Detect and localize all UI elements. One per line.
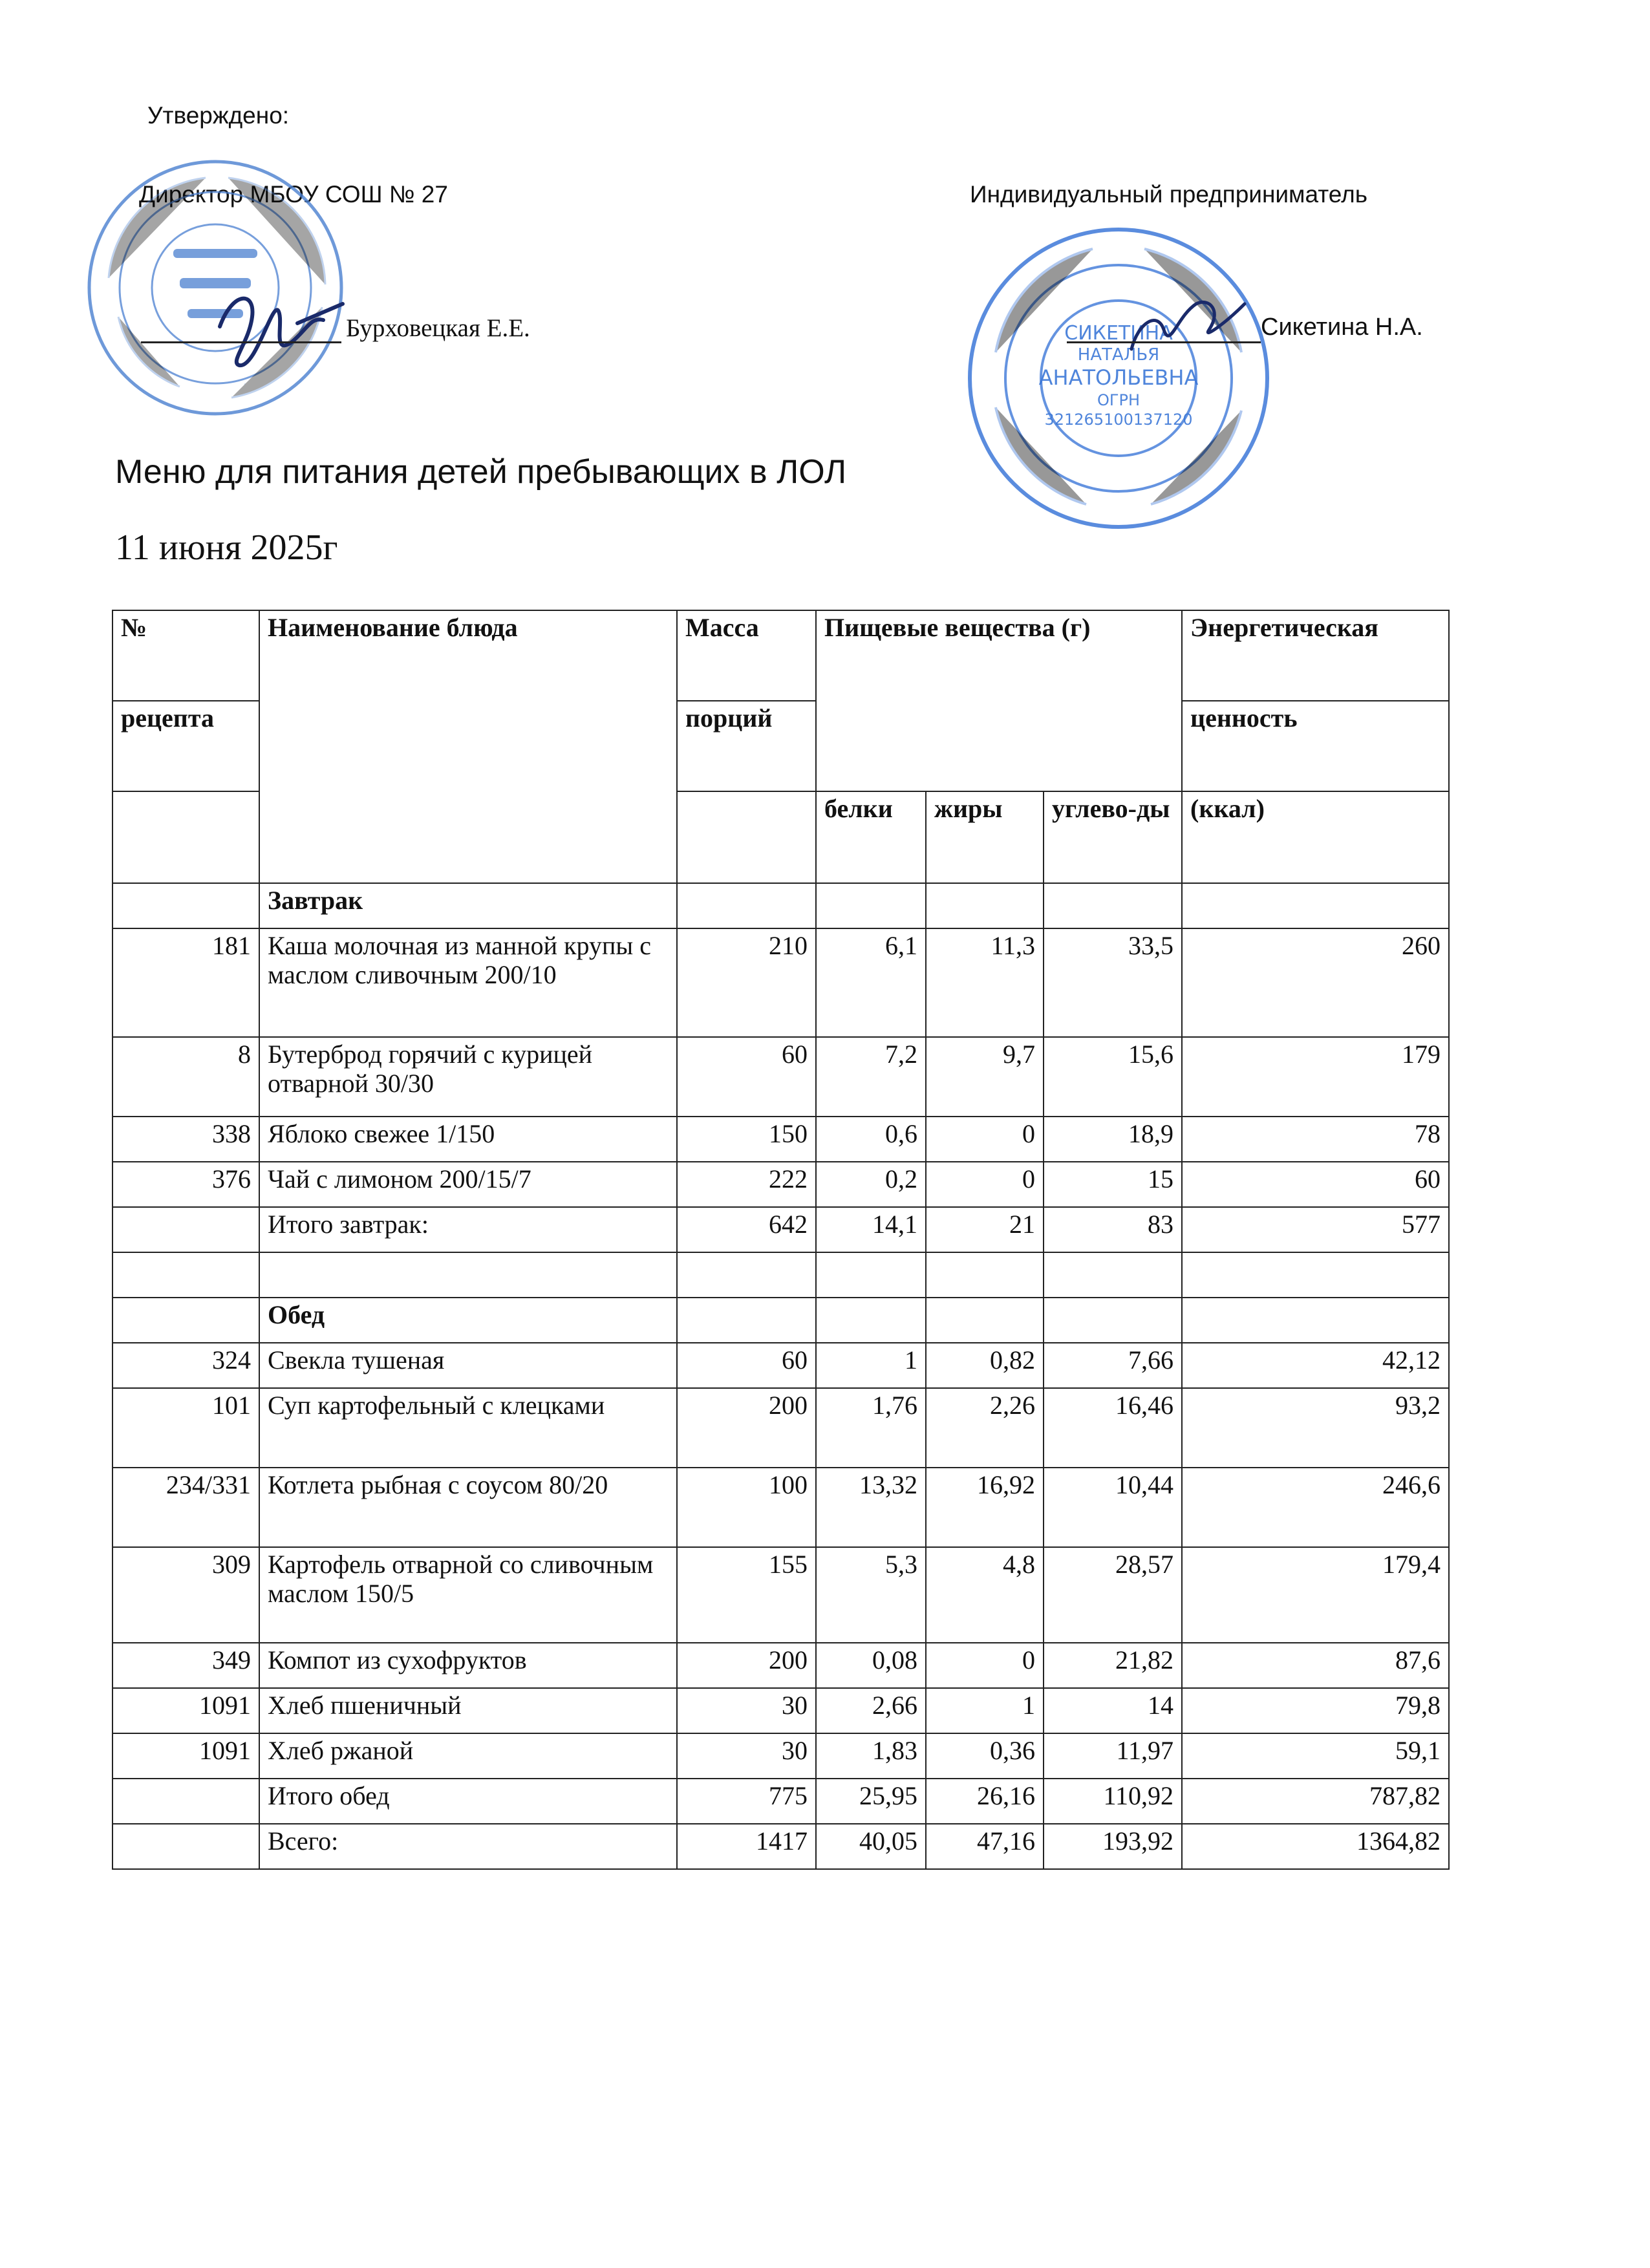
- cell-num: 349: [112, 1643, 259, 1688]
- cell-protein: 14,1: [816, 1207, 926, 1252]
- cell-protein: 1,76: [816, 1388, 926, 1468]
- table-row: [112, 1388, 1449, 1468]
- cell-mass: 30: [677, 1688, 816, 1733]
- cell-name: Картофель отварной со сливочным маслом 150/5: [259, 1547, 677, 1643]
- cell-kcal: 42,12: [1182, 1343, 1449, 1388]
- stamp-line-4: ОГРН: [1097, 391, 1141, 409]
- cell-name: Хлеб пшеничный: [259, 1688, 677, 1733]
- header-nutrients: Пищевые вещества (г): [816, 610, 1182, 791]
- header-portion: порций: [677, 701, 816, 791]
- cell-carbs: 14: [1044, 1688, 1182, 1733]
- cell-mass: 200: [677, 1388, 816, 1468]
- cell-kcal: 787,82: [1182, 1779, 1449, 1824]
- cell-num: 234/331: [112, 1468, 259, 1547]
- cell-carbs: 110,92: [1044, 1779, 1182, 1824]
- cell-num: 324: [112, 1343, 259, 1388]
- cell-empty: [259, 1252, 677, 1298]
- header-fat: жиры: [926, 791, 1044, 883]
- cell-num: 376: [112, 1162, 259, 1207]
- cell-num: 338: [112, 1117, 259, 1162]
- cell-protein: 2,66: [816, 1688, 926, 1733]
- cell-fat: 11,3: [926, 928, 1044, 1037]
- cell-carbs: 18,9: [1044, 1117, 1182, 1162]
- cell-empty: [1044, 1298, 1182, 1343]
- header-protein: белки: [816, 791, 926, 883]
- cell-empty: [816, 1298, 926, 1343]
- cell-empty: [1182, 1298, 1449, 1343]
- table-row: [112, 1688, 1449, 1733]
- cell-kcal: 260: [1182, 928, 1449, 1037]
- table-row: [112, 1037, 1449, 1117]
- cell-protein: 7,2: [816, 1037, 926, 1117]
- cell-fat: 0,82: [926, 1343, 1044, 1388]
- header-mass: Масса: [677, 610, 816, 701]
- cell-carbs: 7,66: [1044, 1343, 1182, 1388]
- cell-protein: 0,2: [816, 1162, 926, 1207]
- cell-kcal: 78: [1182, 1117, 1449, 1162]
- cell-empty: [112, 1252, 259, 1298]
- cell-carbs: 15: [1044, 1162, 1182, 1207]
- cell-fat: 21: [926, 1207, 1044, 1252]
- cell-empty: [112, 883, 259, 928]
- header-value: ценность: [1182, 701, 1449, 791]
- cell-name: Чай с лимоном 200/15/7: [259, 1162, 677, 1207]
- cell-empty: [1182, 883, 1449, 928]
- cell-name: Котлета рыбная с соусом 80/20: [259, 1468, 677, 1547]
- entrepreneur-signature-line: [1067, 341, 1261, 343]
- cell-empty: [112, 1207, 259, 1252]
- cell-kcal: 79,8: [1182, 1688, 1449, 1733]
- header-kcal: (ккал): [1182, 791, 1449, 883]
- cell-kcal: 179,4: [1182, 1547, 1449, 1643]
- cell-kcal: 60: [1182, 1162, 1449, 1207]
- header-carbs: углево-ды: [1044, 791, 1182, 883]
- table-row: [112, 928, 1449, 1037]
- table-row: [112, 1733, 1449, 1779]
- cell-kcal: 87,6: [1182, 1643, 1449, 1688]
- cell-kcal: 1364,82: [1182, 1824, 1449, 1869]
- entrepreneur-signature: [1112, 278, 1261, 369]
- header-empty-mass: [677, 791, 816, 883]
- cell-carbs: 21,82: [1044, 1643, 1182, 1688]
- table-row: [112, 1162, 1449, 1207]
- cell-protein: 0,08: [816, 1643, 926, 1688]
- menu-table: [112, 610, 1450, 1870]
- cell-mass: 155: [677, 1547, 816, 1643]
- cell-kcal: 577: [1182, 1207, 1449, 1252]
- cell-name: Итого обед: [259, 1779, 677, 1824]
- cell-fat: 0: [926, 1117, 1044, 1162]
- cell-carbs: 16,46: [1044, 1388, 1182, 1468]
- cell-name: Итого завтрак:: [259, 1207, 677, 1252]
- stamp-line-3: АНАТОЛЬЕВНА: [1038, 365, 1199, 390]
- cell-empty: [816, 883, 926, 928]
- cell-carbs: 28,57: [1044, 1547, 1182, 1643]
- cell-protein: 25,95: [816, 1779, 926, 1824]
- cell-mass: 200: [677, 1643, 816, 1688]
- document-title: Меню для питания детей пребывающих в ЛОЛ: [115, 453, 847, 491]
- cell-empty: [926, 1298, 1044, 1343]
- cell-empty: [112, 1779, 259, 1824]
- cell-num: 181: [112, 928, 259, 1037]
- total-row-breakfast: [112, 1207, 1449, 1252]
- cell-mass: 222: [677, 1162, 816, 1207]
- cell-name: Свекла тушеная: [259, 1343, 677, 1388]
- header-recipe: рецепта: [112, 701, 259, 791]
- cell-name: Суп картофельный с клецками: [259, 1388, 677, 1468]
- cell-empty: [112, 1298, 259, 1343]
- cell-empty: [926, 1252, 1044, 1298]
- entrepreneur-name: Сикетина Н.А.: [1261, 314, 1423, 341]
- director-title: Директор МБОУ СОШ № 27: [139, 181, 448, 208]
- cell-fat: 9,7: [926, 1037, 1044, 1117]
- cell-empty: [1044, 883, 1182, 928]
- cell-empty: [677, 883, 816, 928]
- cell-empty: [112, 1824, 259, 1869]
- cell-carbs: 11,97: [1044, 1733, 1182, 1779]
- header-empty-num: [112, 791, 259, 883]
- director-name: Бурховецкая Е.Е.: [346, 314, 530, 342]
- cell-mass: 60: [677, 1343, 816, 1388]
- section-row-lunch: [112, 1298, 1449, 1343]
- cell-mass: 100: [677, 1468, 816, 1547]
- cell-empty: [1044, 1252, 1182, 1298]
- cell-name: Каша молочная из манной крупы с маслом сливочным 200/10: [259, 928, 677, 1037]
- cell-num: 1091: [112, 1733, 259, 1779]
- cell-name: Компот из сухофруктов: [259, 1643, 677, 1688]
- header-energy: Энергетическая: [1182, 610, 1449, 701]
- cell-fat: 16,92: [926, 1468, 1044, 1547]
- empty-row: [112, 1252, 1449, 1298]
- document-date: 11 июня 2025г: [115, 528, 338, 568]
- cell-protein: 5,3: [816, 1547, 926, 1643]
- director-signature: [194, 265, 362, 381]
- cell-kcal: 179: [1182, 1037, 1449, 1117]
- cell-empty: [926, 883, 1044, 928]
- cell-kcal: 59,1: [1182, 1733, 1449, 1779]
- section-label-breakfast: Завтрак: [259, 883, 677, 928]
- table-row: [112, 1117, 1449, 1162]
- header-num: №: [112, 610, 259, 701]
- grand-total-row: [112, 1824, 1449, 1869]
- cell-kcal: 246,6: [1182, 1468, 1449, 1547]
- cell-name: Всего:: [259, 1824, 677, 1869]
- approved-label: Утверждено:: [147, 102, 290, 129]
- cell-name: Яблоко свежее 1/150: [259, 1117, 677, 1162]
- table-row: [112, 1643, 1449, 1688]
- cell-protein: 6,1: [816, 928, 926, 1037]
- cell-empty: [677, 1298, 816, 1343]
- cell-fat: 4,8: [926, 1547, 1044, 1643]
- cell-mass: 150: [677, 1117, 816, 1162]
- cell-kcal: 93,2: [1182, 1388, 1449, 1468]
- cell-fat: 0,36: [926, 1733, 1044, 1779]
- cell-mass: 775: [677, 1779, 816, 1824]
- cell-protein: 1,83: [816, 1733, 926, 1779]
- table-row: [112, 1343, 1449, 1388]
- cell-name: Бутерброд горячий с курицей отварной 30/30: [259, 1037, 677, 1117]
- cell-empty: [1182, 1252, 1449, 1298]
- cell-num: 8: [112, 1037, 259, 1117]
- table-row: [112, 1468, 1449, 1547]
- total-row-lunch: [112, 1779, 1449, 1824]
- section-label-lunch: Обед: [259, 1298, 677, 1343]
- section-row-breakfast: [112, 883, 1449, 928]
- cell-empty: [677, 1252, 816, 1298]
- entrepreneur-stamp: [963, 223, 1274, 533]
- cell-fat: 0: [926, 1643, 1044, 1688]
- cell-fat: 2,26: [926, 1388, 1044, 1468]
- stamp-line-2: НАТАЛЬЯ: [1077, 345, 1160, 365]
- header-name: Наименование блюда: [259, 610, 677, 883]
- cell-carbs: 15,6: [1044, 1037, 1182, 1117]
- cell-num: 309: [112, 1547, 259, 1643]
- cell-empty: [816, 1252, 926, 1298]
- cell-mass: 30: [677, 1733, 816, 1779]
- header-row-1: [112, 610, 1449, 701]
- cell-protein: 1: [816, 1343, 926, 1388]
- cell-mass: 60: [677, 1037, 816, 1117]
- cell-num: 101: [112, 1388, 259, 1468]
- table-row: [112, 1547, 1449, 1643]
- cell-carbs: 83: [1044, 1207, 1182, 1252]
- cell-carbs: 33,5: [1044, 928, 1182, 1037]
- director-signature-line: [141, 341, 341, 343]
- cell-mass: 210: [677, 928, 816, 1037]
- cell-num: 1091: [112, 1688, 259, 1733]
- cell-fat: 0: [926, 1162, 1044, 1207]
- cell-mass: 642: [677, 1207, 816, 1252]
- cell-carbs: 193,92: [1044, 1824, 1182, 1869]
- cell-fat: 26,16: [926, 1779, 1044, 1824]
- cell-carbs: 10,44: [1044, 1468, 1182, 1547]
- cell-fat: 47,16: [926, 1824, 1044, 1869]
- cell-protein: 40,05: [816, 1824, 926, 1869]
- stamp-line-5: 321265100137120: [1044, 411, 1193, 429]
- stamp-line-1: СИКЕТИНА: [1064, 322, 1173, 345]
- cell-protein: 0,6: [816, 1117, 926, 1162]
- cell-mass: 1417: [677, 1824, 816, 1869]
- cell-name: Хлеб ржаной: [259, 1733, 677, 1779]
- cell-fat: 1: [926, 1688, 1044, 1733]
- cell-protein: 13,32: [816, 1468, 926, 1547]
- entrepreneur-title: Индивидуальный предприниматель: [970, 181, 1367, 208]
